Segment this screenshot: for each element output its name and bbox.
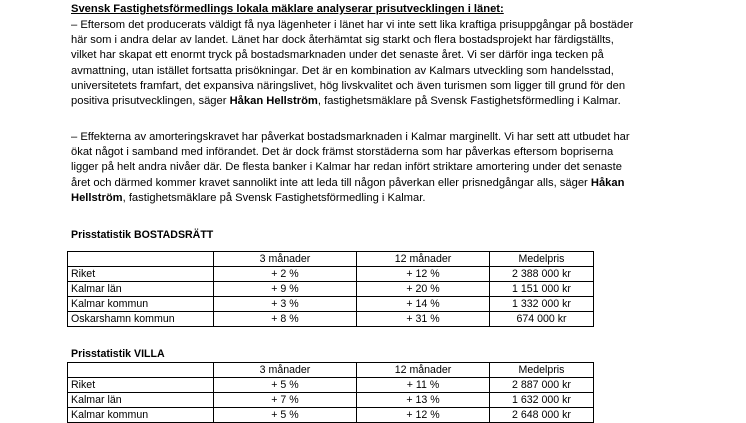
table-cell: + 12 % xyxy=(357,408,490,423)
table-cell: + 7 % xyxy=(214,393,357,408)
paragraph-2 xyxy=(71,130,681,206)
price-table-bostadsratt xyxy=(67,251,594,327)
table-cell: 674 000 kr xyxy=(490,312,594,327)
paragraph-line: universitetets framfart, det expansiva näringslivet, hög livskvalitet och även turismen som ligger till grund för den xyxy=(71,79,626,92)
table-row xyxy=(68,282,594,297)
header-cell: Medelpris xyxy=(490,363,594,378)
table-cell: Riket xyxy=(68,378,214,393)
person-name: Hellström xyxy=(71,191,123,204)
header-cell: Medelpris xyxy=(490,252,594,267)
table-row xyxy=(68,378,594,393)
paragraph-line xyxy=(71,176,681,191)
table-cell: Kalmar kommun xyxy=(68,408,214,423)
table-cell: Riket xyxy=(68,267,214,282)
table-cell: + 12 % xyxy=(357,267,490,282)
price-table-villa xyxy=(67,362,594,423)
header-cell: 3 månader xyxy=(214,363,357,378)
table-cell: + 11 % xyxy=(357,378,490,393)
table-cell: 2 388 000 kr xyxy=(490,267,594,282)
table-cell: + 8 % xyxy=(214,312,357,327)
table-row xyxy=(68,312,594,327)
line-text: , fastighetsmäklare på Svensk Fastighetsförmedling i Kalmar. xyxy=(317,95,621,108)
table-cell: + 5 % xyxy=(214,408,357,423)
paragraph-line: vilket har skapat ett enormt tryck på bostadsmarknaden under det senaste året. Vi ser därför inga tecken på xyxy=(71,49,604,62)
table-header-row xyxy=(68,252,594,267)
header-cell: 12 månader xyxy=(357,252,490,267)
header-cell xyxy=(68,252,214,267)
line-text: , fastighetsmäklare på Svensk Fastighetsförmedling i Kalmar. xyxy=(122,191,426,204)
paragraph-line xyxy=(71,94,681,109)
table-cell: Kalmar kommun xyxy=(68,297,214,312)
table-cell: 1 151 000 kr xyxy=(490,282,594,297)
table-cell: + 3 % xyxy=(214,297,357,312)
table-row xyxy=(68,408,594,423)
table-row xyxy=(68,267,594,282)
table-cell: Kalmar län xyxy=(68,282,214,297)
person-name: Håkan xyxy=(590,176,625,189)
page-heading: Svensk Fastighetsförmedlings lokala mäklare analyserar prisutvecklingen i länet: xyxy=(71,3,504,15)
line-text: året och därmed kommer kravet sannolikt inte att leda till någon påverkan eller prisnedgångar alls, säger xyxy=(71,176,591,189)
table-row xyxy=(68,297,594,312)
paragraph-1 xyxy=(71,18,681,109)
table-row xyxy=(68,393,594,408)
table-cell: 1 632 000 kr xyxy=(490,393,594,408)
table-cell: + 20 % xyxy=(357,282,490,297)
table-cell: + 5 % xyxy=(214,378,357,393)
table-cell: 2 648 000 kr xyxy=(490,408,594,423)
paragraph-line: ökat något i samband med införandet. Det är dock främst storstäderna som har påverkas eftersom bopriserna xyxy=(71,146,614,159)
table-cell: + 13 % xyxy=(357,393,490,408)
table-cell: + 14 % xyxy=(357,297,490,312)
header-cell: 3 månader xyxy=(214,252,357,267)
table-title-bostadsratt: Prisstatistik BOSTADSRÄTT xyxy=(71,229,214,241)
table-cell: + 31 % xyxy=(357,312,490,327)
table-cell: Kalmar län xyxy=(68,393,214,408)
table-cell: Oskarshamn kommun xyxy=(68,312,214,327)
header-cell: 12 månader xyxy=(357,363,490,378)
header-cell xyxy=(68,363,214,378)
paragraph-line xyxy=(71,191,681,206)
table-cell: 1 332 000 kr xyxy=(490,297,594,312)
table-header-row xyxy=(68,363,594,378)
table-cell: + 2 % xyxy=(214,267,357,282)
paragraph-line: – Effekterna av amorteringskravet har påverkat bostadsmarknaden i Kalmar marginellt. Vi har sett att utbudet har xyxy=(71,131,630,143)
paragraph-line: avmattning, utan istället fortsatta prisökningar. Det är en kombination av Kalmars utveckling som handelsstad, xyxy=(71,64,614,77)
person-name: Håkan Hellström xyxy=(229,95,318,108)
table-cell: + 9 % xyxy=(214,282,357,297)
table-cell: 2 887 000 kr xyxy=(490,378,594,393)
line-text: positiva prisutvecklingen, säger xyxy=(71,95,230,108)
paragraph-line: – Eftersom det producerats väldigt få nya lägenheter i länet har vi inte sett lika kraftiga prisuppgångar på bostäder xyxy=(71,19,634,31)
table-title-villa: Prisstatistik VILLA xyxy=(71,348,165,360)
paragraph-line: ligger på helt andra nivåer där. De flesta banker i Kalmar har redan infört striktare amortering under det senaste xyxy=(71,161,622,174)
paragraph-line: här som i andra delar av landet. Länet har dock återhämtat sig starkt och flera bostadsprojekt har färdigställts, xyxy=(71,34,614,47)
